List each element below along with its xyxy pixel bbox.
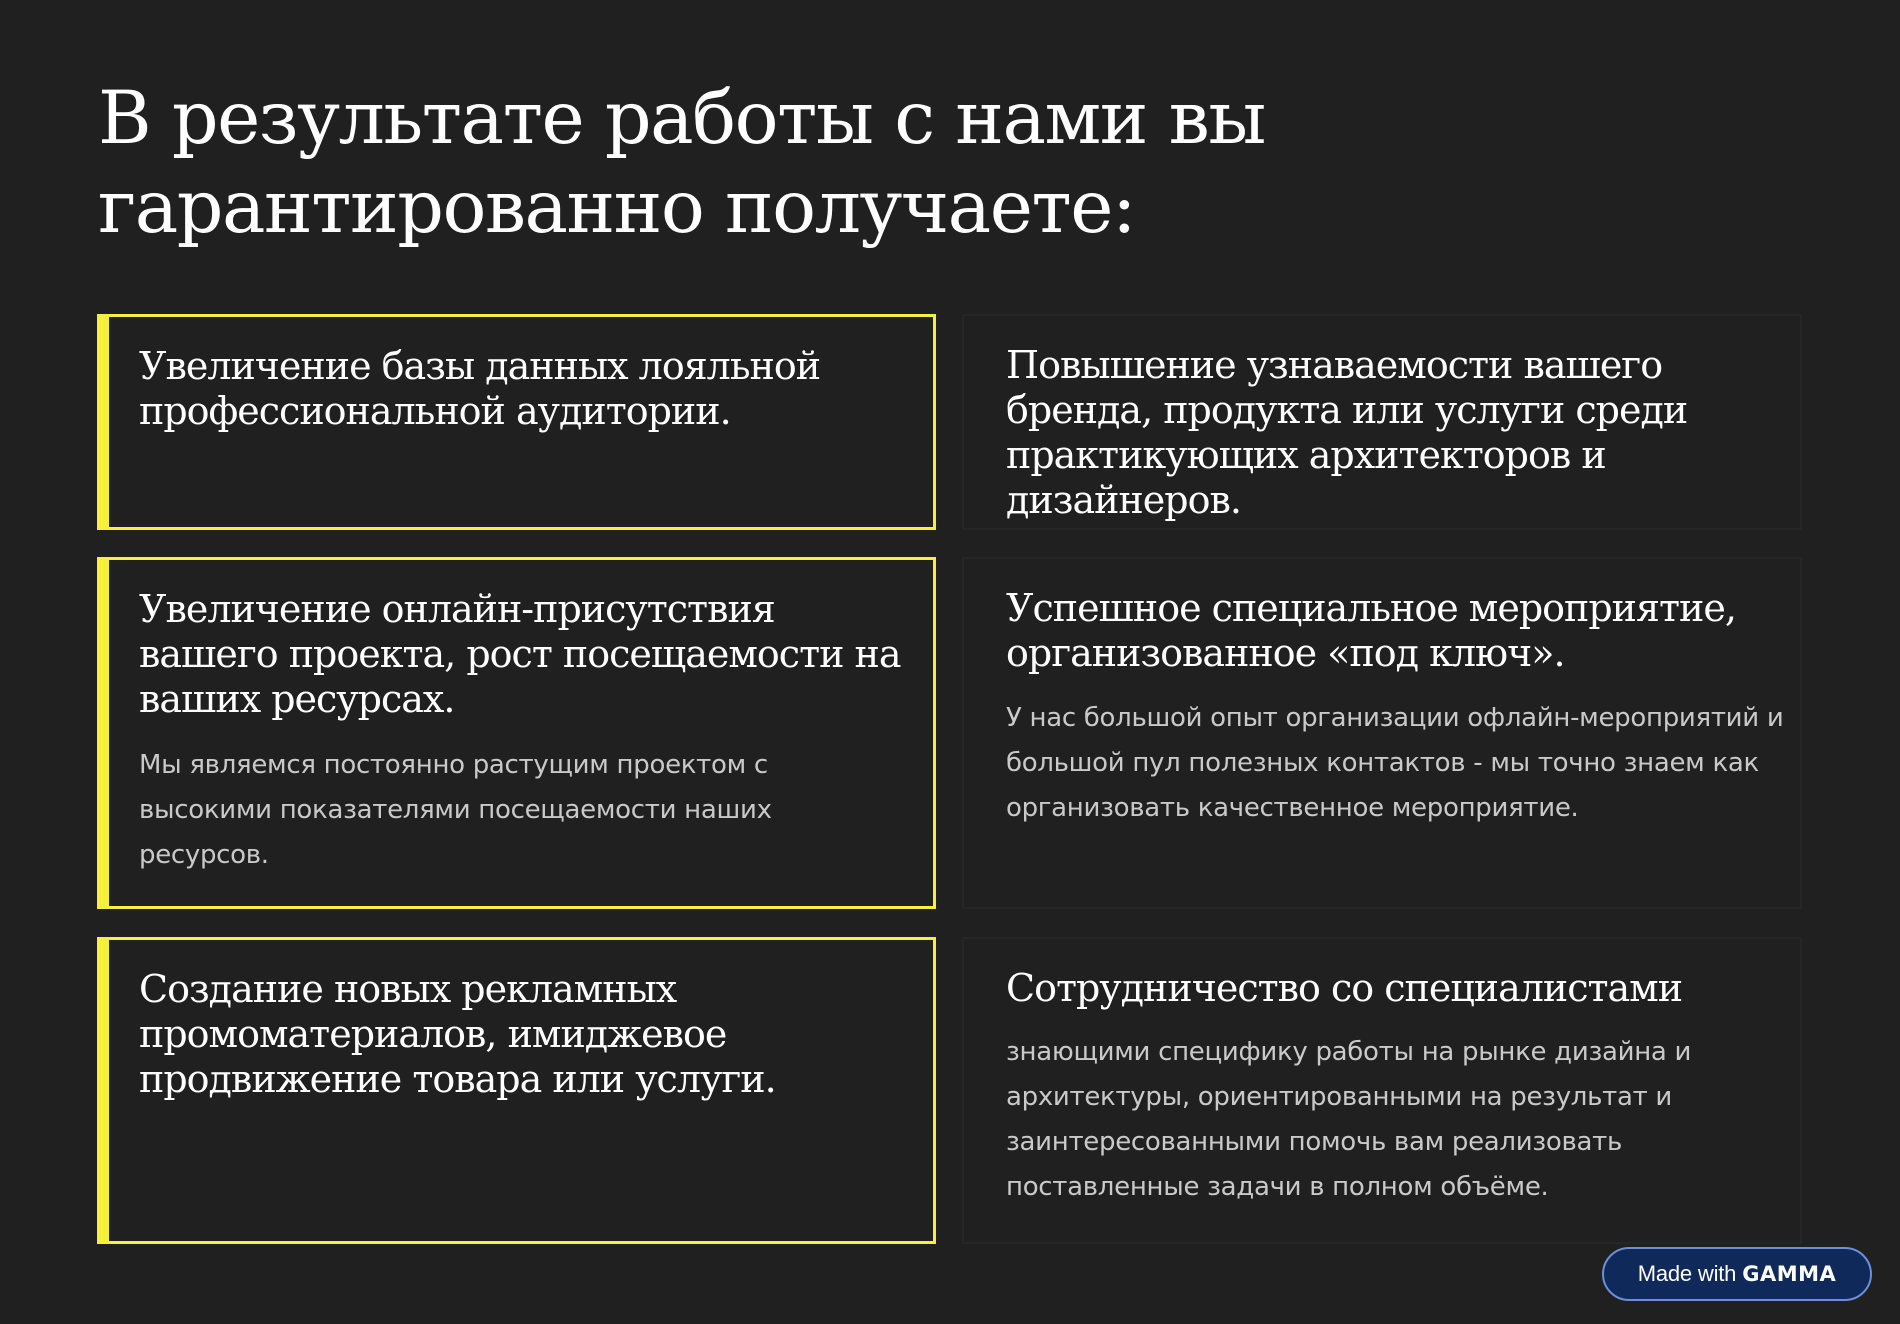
card-title: Создание новых рекламных промоматериалов, имиджевое продвижение товара или услуги. (139, 967, 776, 1101)
page-title: В результате работы с нами вы гарантированно получаете: (98, 76, 1265, 250)
card-title: Успешное специальное мероприятие, организованное «под ключ». (1006, 586, 1736, 675)
card-title: Увеличение базы данных лояльной профессиональной аудитории. (139, 344, 821, 433)
benefit-card-promo-materials (97, 937, 936, 1244)
card-description: знающими специфику работы на рынке дизайна и архитектуры, ориентированными на результат и заинтересованными помочь вам реализовать поставленные задачи в полном объёме. (1006, 1037, 1692, 1202)
card-title: Сотрудничество со специалистами (1006, 966, 1683, 1010)
made-with-gamma-badge[interactable] (1602, 1247, 1872, 1301)
benefit-card-specialists (962, 937, 1802, 1244)
card-description: Мы являемся постоянно растущим проектом с высокими показателями посещаемости наших ресурсов. (139, 750, 772, 870)
card-title: Повышение узнаваемости вашего бренда, продукта или услуги среди практикующих архитекторов и дизайнеров. (1006, 343, 1688, 522)
card-description: У нас большой опыт организации офлайн-мероприятий и большой пул полезных контактов - мы точно знаем как организовать качественное мероприятие. (1006, 703, 1784, 823)
benefit-card-brand-awareness (962, 314, 1802, 530)
benefit-card-turnkey-event (962, 557, 1802, 909)
card-title: Увеличение онлайн-присутствия вашего проекта, рост посещаемости на ваших ресурсах. (139, 587, 901, 721)
benefit-card-loyal-audience (97, 314, 936, 530)
benefit-card-online-presence (97, 557, 936, 909)
gamma-logo: GAMMA (1742, 1262, 1837, 1286)
badge-label: Made with (1637, 1261, 1737, 1286)
